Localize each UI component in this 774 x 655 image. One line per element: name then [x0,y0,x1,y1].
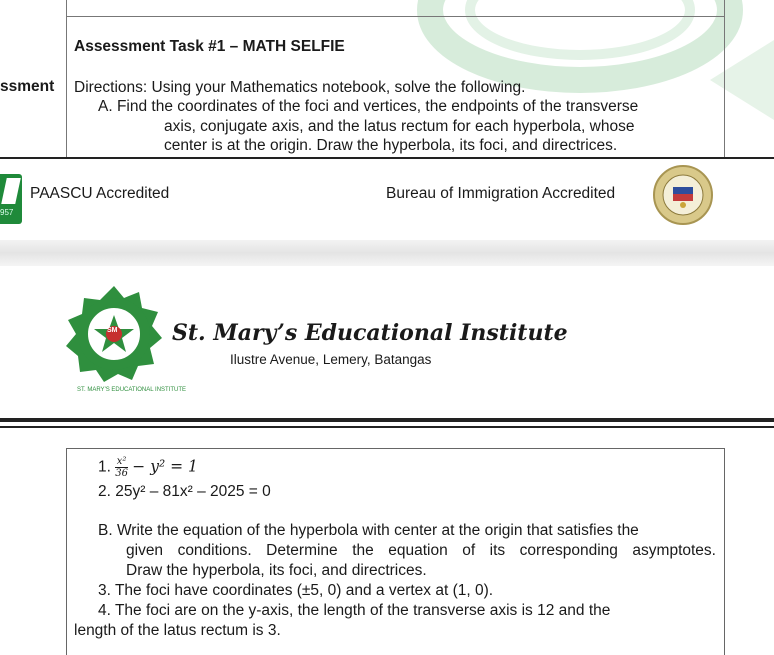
q1-number: 1. [98,458,111,476]
school-header [0,266,774,416]
paascu-badge-icon [0,174,22,224]
left-column-label: ssment [0,78,55,95]
question-3: 3. The foci have coordinates (±5, 0) and a vertex at (1, 0). [98,582,494,599]
question-4-line1: 4. The foci are on the y-axis, the length of the transverse axis is 12 and the [98,602,611,619]
item-b-line2: given conditions. Determine the equation of its corresponding asymptotes. [126,542,716,559]
item-b-line3: Draw the hyperbola, its foci, and directrices. [126,562,427,579]
header-rule-thick [0,418,774,422]
seal-ring-text: ST. MARY'S EDUCATIONAL INSTITUTE [77,387,187,393]
school-seal-icon [64,284,164,384]
item-a-line3: center is at the origin. Draw the hyperbola, its foci, and directrices. [164,137,618,154]
immigration-text: Bureau of Immigration Accredited [386,185,616,202]
question-1 [98,456,198,479]
table-border-right [724,0,725,158]
q1-equation: − y² = 1 [132,457,198,476]
task-title: Assessment Task #1 – MATH SELFIE [74,38,345,55]
q1-numerator: x² [116,456,127,467]
page-gap [0,240,774,266]
question-4-line2: length of the latus rectum is 3. [74,622,281,639]
top-page [0,0,774,160]
table-border-left [66,0,67,158]
directions-text: Directions: Using your Mathematics notebook, solve the following. [74,79,526,96]
item-a-line2: axis, conjugate axis, and the latus rectum for each hyperbola, whose [164,118,635,135]
table-left-border [66,448,67,655]
item-b-line1: B. Write the equation of the hyperbola with center at the origin that satisfies the [98,522,639,539]
table-row-divider [66,16,725,17]
badge-year: 957 [0,208,14,217]
q1-denominator: 36 [115,468,128,479]
school-address: Ilustre Avenue, Lemery, Batangas [230,352,432,367]
seal-initials: SM [107,327,118,334]
question-2: 2. 25y² – 81x² – 2025 = 0 [98,483,271,500]
header-rule-thin [0,426,774,428]
immigration-seal-icon [652,164,714,226]
page-bottom-rule [0,157,774,159]
item-a-line1: A. Find the coordinates of the foci and vertices, the endpoints of the transverse [98,98,639,115]
q1-fraction [115,456,128,479]
paascu-text: PAASCU Accredited [30,185,170,202]
table-right-border [724,448,725,655]
school-name: St. Mary’s Educational Institute [172,320,568,346]
questions-table [0,448,774,655]
table-top-border [66,448,725,449]
footer-strip [0,160,774,232]
